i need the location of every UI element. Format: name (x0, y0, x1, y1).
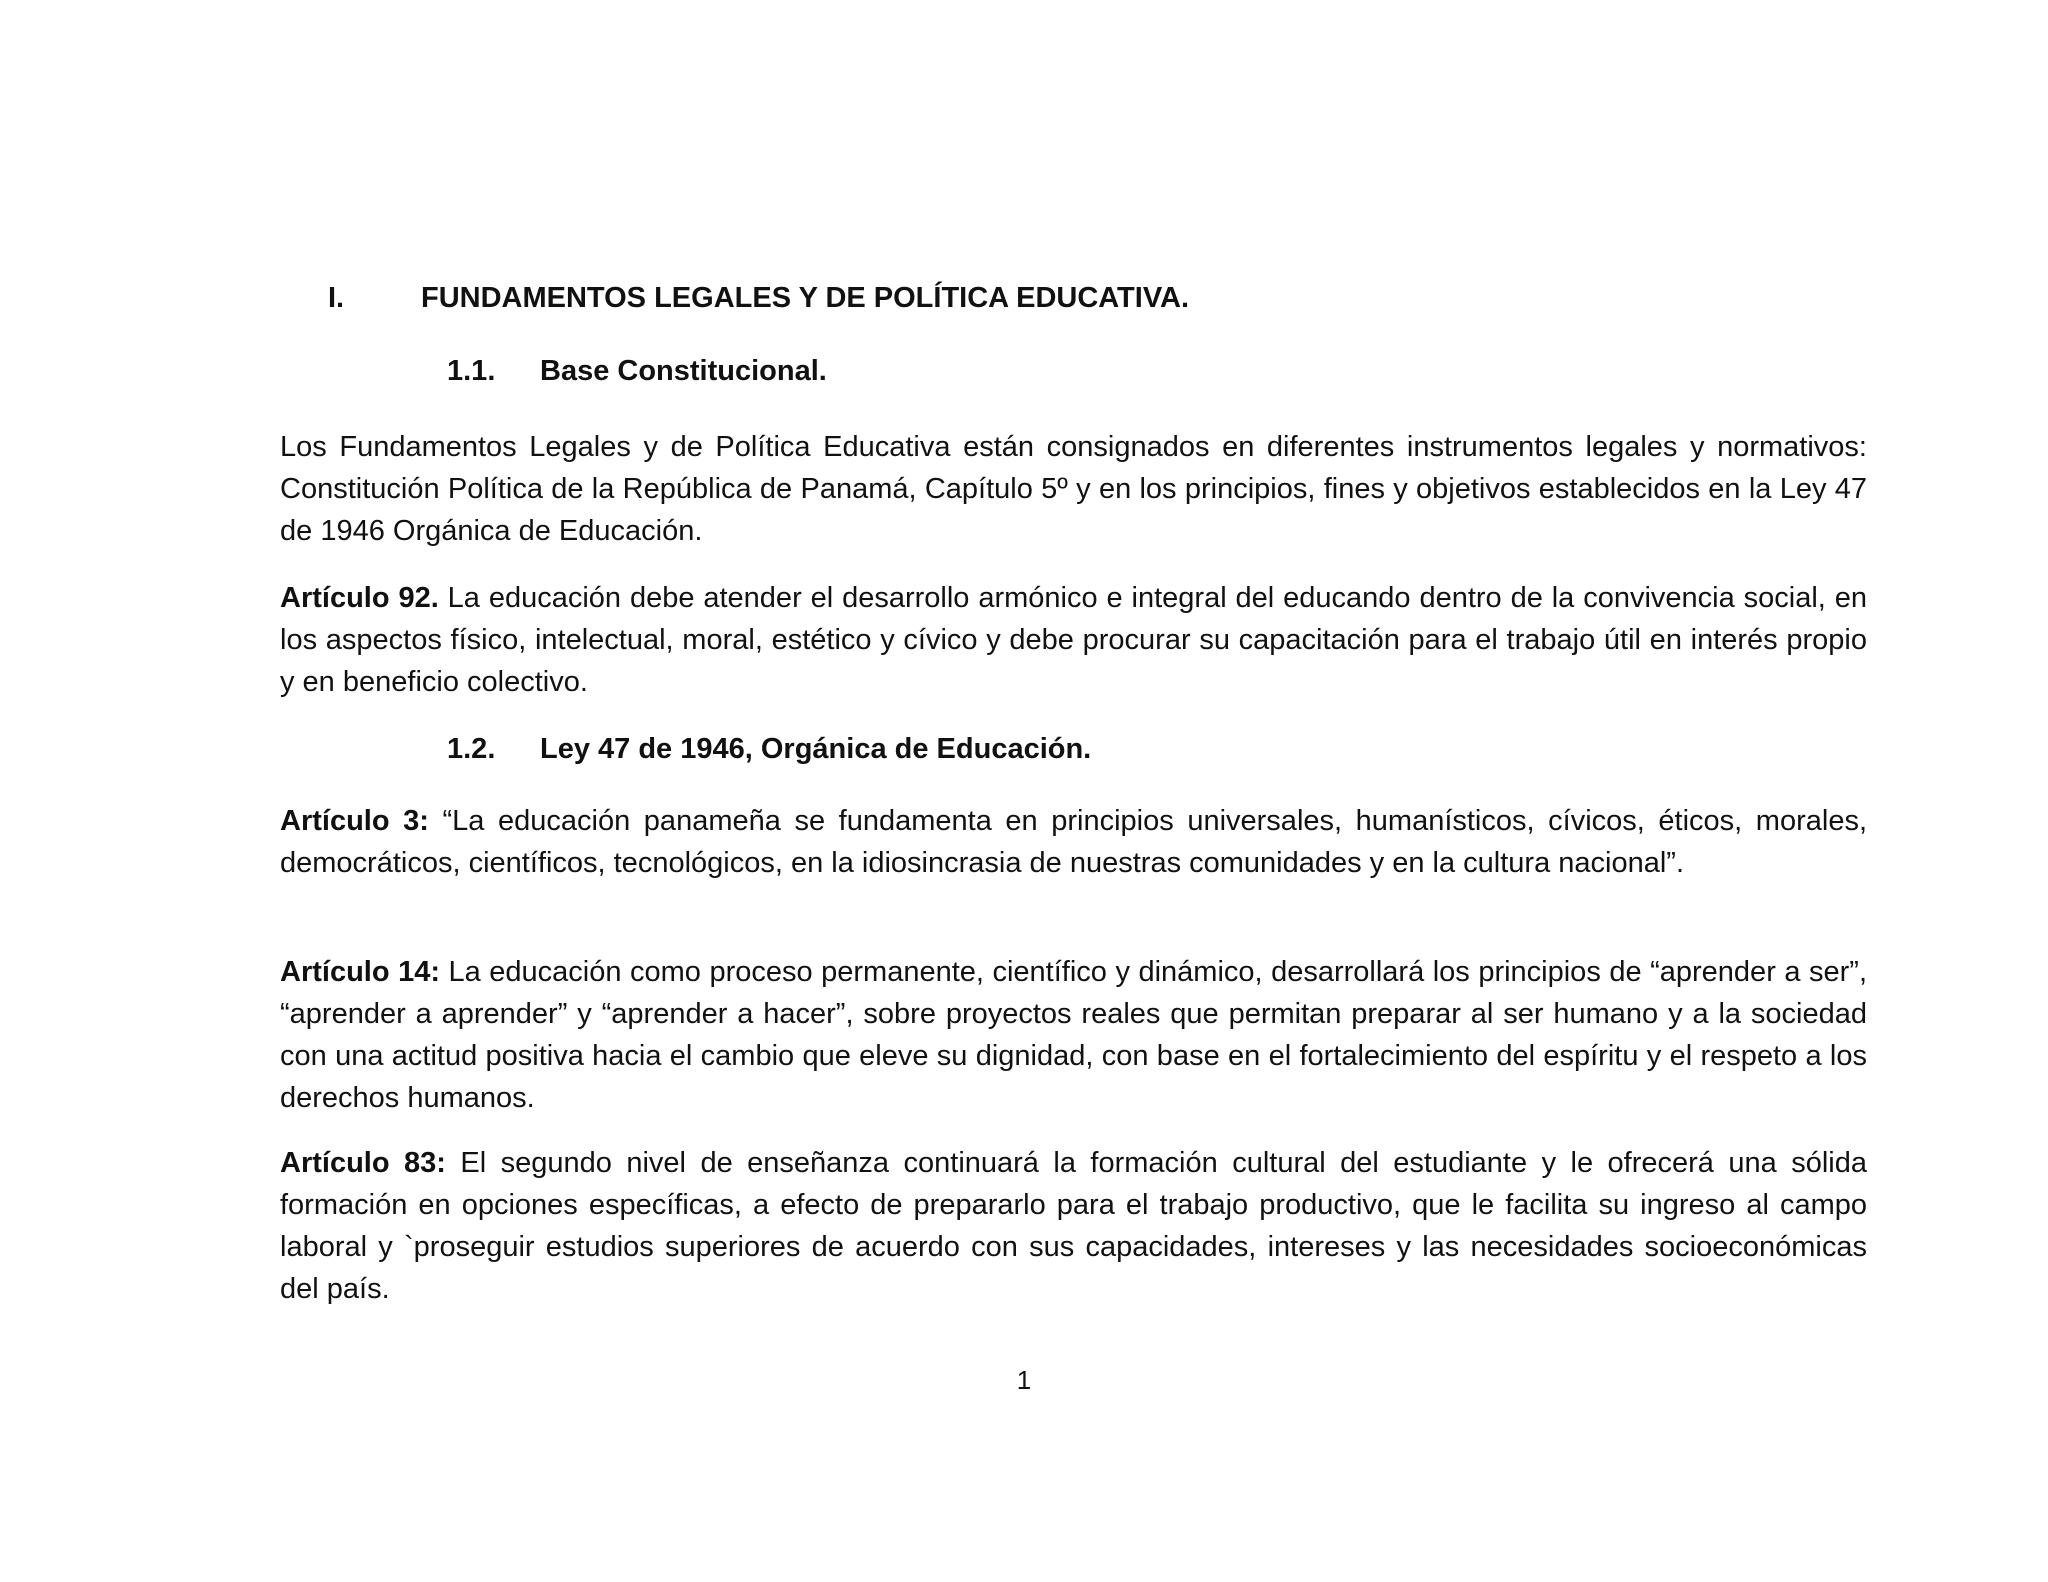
article-92-text: La educación debe atender el desarrollo armónico e integral del educando dentro de la convivencia social, en los aspectos físico, intelectual, moral, estético y cívico y debe procurar su capacitación para el trabajo útil en interés propio y en beneficio colectivo. (280, 582, 1867, 698)
article-14-text: La educación como proceso permanente, científico y dinámico, desarrollará los principios de “aprender a ser”, “aprender a aprender” y “aprender a hacer”, sobre proyectos reales que permitan preparar al ser humano y a la sociedad con una actitud positiva hacia el cambio que eleve su dignidad, con base en el fortalecimiento del espíritu y el respeto a los derechos humanos. (280, 956, 1868, 1114)
section-title: FUNDAMENTOS LEGALES Y DE POLÍTICA EDUCATIVA. (421, 282, 1190, 314)
article-92-paragraph (280, 577, 1867, 703)
article-83-label: Artículo 83: (280, 1147, 446, 1179)
subsection-heading-1-1 (447, 353, 827, 389)
page-number: 1 (1016, 1365, 1032, 1395)
subsection-number: 1.2. (447, 733, 496, 765)
subsection-number: 1.1. (447, 355, 496, 387)
article-92-label: Artículo 92. (280, 582, 439, 614)
article-14-label: Artículo 14: (280, 956, 440, 988)
article-14-paragraph (280, 951, 1867, 1119)
section-heading (328, 280, 1189, 316)
subsection-heading-1-2 (447, 731, 1091, 767)
article-3-label: Artículo 3: (280, 805, 429, 837)
article-83-paragraph (280, 1142, 1867, 1310)
article-83-text: El segundo nivel de enseñanza continuará la formación cultural del estudiante y le ofrecerá una sólida formación en opciones específicas, a efecto de prepararlo para el trabajo productivo, que le facilita su ingreso al campo laboral y `proseguir estudios superiores de acuerdo con sus capacidades, intereses y las necesidades socioeconómicas del país. (280, 1147, 1867, 1305)
subsection-title: Base Constitucional. (540, 355, 827, 387)
article-3-text: “La educación panameña se fundamenta en principios universales, humanísticos, cívicos, éticos, morales, democráticos, científicos, tecnológicos, en la idiosincrasia de nuestras comunidades y en la cultura nacional”. (280, 805, 1868, 879)
section-number: I. (328, 282, 345, 314)
intro-paragraph: Los Fundamentos Legales y de Política Educativa están consignados en diferentes instrumentos legales y normativos: Constitución Política de la República de Panamá, Capítulo 5º y en los principios, fines y objetivos establecidos en la Ley 47 de 1946 Orgánica de Educación. (280, 431, 1867, 547)
subsection-title: Ley 47 de 1946, Orgánica de Educación. (540, 733, 1092, 765)
article-3-paragraph (280, 800, 1867, 884)
